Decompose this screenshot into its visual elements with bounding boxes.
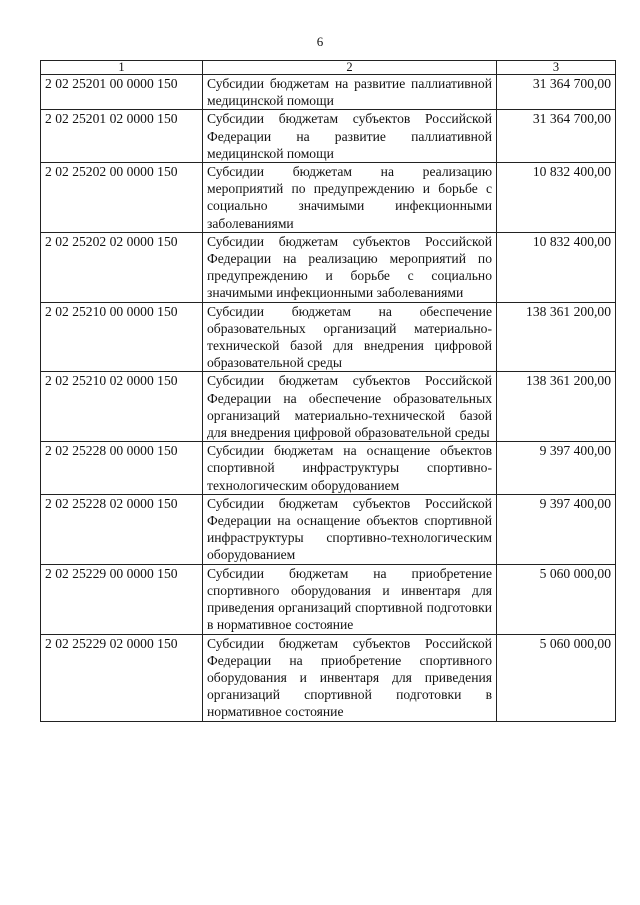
column-header-3: 3 <box>497 61 616 75</box>
budget-code: 2 02 25228 00 0000 150 <box>41 442 203 495</box>
budget-code: 2 02 25229 02 0000 150 <box>41 634 203 721</box>
table-row <box>41 494 616 564</box>
subsidy-description: Субсидии бюджетам на реализацию мероприятий по предупреждению и борьбе с социально значимыми инфекционными заболеваниями <box>203 163 497 233</box>
subsidy-description: Субсидии бюджетам на обеспечение образовательных организаций материально-технической базой для внедрения цифровой образовательной среды <box>203 302 497 372</box>
budget-code: 2 02 25201 00 0000 150 <box>41 75 203 110</box>
budget-code: 2 02 25202 02 0000 150 <box>41 232 203 302</box>
table-row <box>41 564 616 634</box>
subsidy-description: Субсидии бюджетам субъектов Российской Федерации на обеспечение образовательных организаций материально-технической базой для внедрения цифровой образовательной среды <box>203 372 497 442</box>
subsidy-amount: 10 832 400,00 <box>497 163 616 233</box>
subsidy-description: Субсидии бюджетам субъектов Российской Федерации на реализацию мероприятий по предупреждению и борьбе с социально значимыми инфекционными заболеваниями <box>203 232 497 302</box>
budget-table <box>40 60 616 722</box>
subsidy-amount: 31 364 700,00 <box>497 75 616 110</box>
subsidy-amount: 9 397 400,00 <box>497 494 616 564</box>
subsidy-amount: 5 060 000,00 <box>497 634 616 721</box>
table-row <box>41 75 616 110</box>
table-row <box>41 634 616 721</box>
budget-code: 2 02 25228 02 0000 150 <box>41 494 203 564</box>
subsidy-amount: 31 364 700,00 <box>497 110 616 163</box>
subsidy-description: Субсидии бюджетам субъектов Российской Федерации на приобретение спортивного оборудования и инвентаря для приведения организаций спортивной подготовки в нормативное состояние <box>203 634 497 721</box>
budget-code: 2 02 25210 02 0000 150 <box>41 372 203 442</box>
column-header-1: 1 <box>41 61 203 75</box>
subsidy-amount: 5 060 000,00 <box>497 564 616 634</box>
budget-code: 2 02 25201 02 0000 150 <box>41 110 203 163</box>
table-row <box>41 372 616 442</box>
subsidy-description: Субсидии бюджетам субъектов Российской Федерации на развитие паллиативной медицинской помощи <box>203 110 497 163</box>
column-header-2: 2 <box>203 61 497 75</box>
budget-code: 2 02 25210 00 0000 150 <box>41 302 203 372</box>
subsidy-description: Субсидии бюджетам субъектов Российской Федерации на оснащение объектов спортивной инфраструктуры спортивно-технологическим оборудованием <box>203 494 497 564</box>
table-row <box>41 302 616 372</box>
table-row <box>41 110 616 163</box>
table-row <box>41 232 616 302</box>
subsidy-description: Субсидии бюджетам на приобретение спортивного оборудования и инвентаря для приведения организаций спортивной подготовки в нормативное состояние <box>203 564 497 634</box>
table-header-row <box>41 61 616 75</box>
subsidy-description: Субсидии бюджетам на оснащение объектов спортивной инфраструктуры спортивно-технологическим оборудованием <box>203 442 497 495</box>
budget-code: 2 02 25202 00 0000 150 <box>41 163 203 233</box>
table-row <box>41 442 616 495</box>
budget-code: 2 02 25229 00 0000 150 <box>41 564 203 634</box>
subsidy-amount: 10 832 400,00 <box>497 232 616 302</box>
subsidy-amount: 9 397 400,00 <box>497 442 616 495</box>
table-row <box>41 163 616 233</box>
subsidy-amount: 138 361 200,00 <box>497 372 616 442</box>
subsidy-amount: 138 361 200,00 <box>497 302 616 372</box>
page-number: 6 <box>316 34 324 49</box>
subsidy-description: Субсидии бюджетам на развитие паллиативной медицинской помощи <box>203 75 497 110</box>
